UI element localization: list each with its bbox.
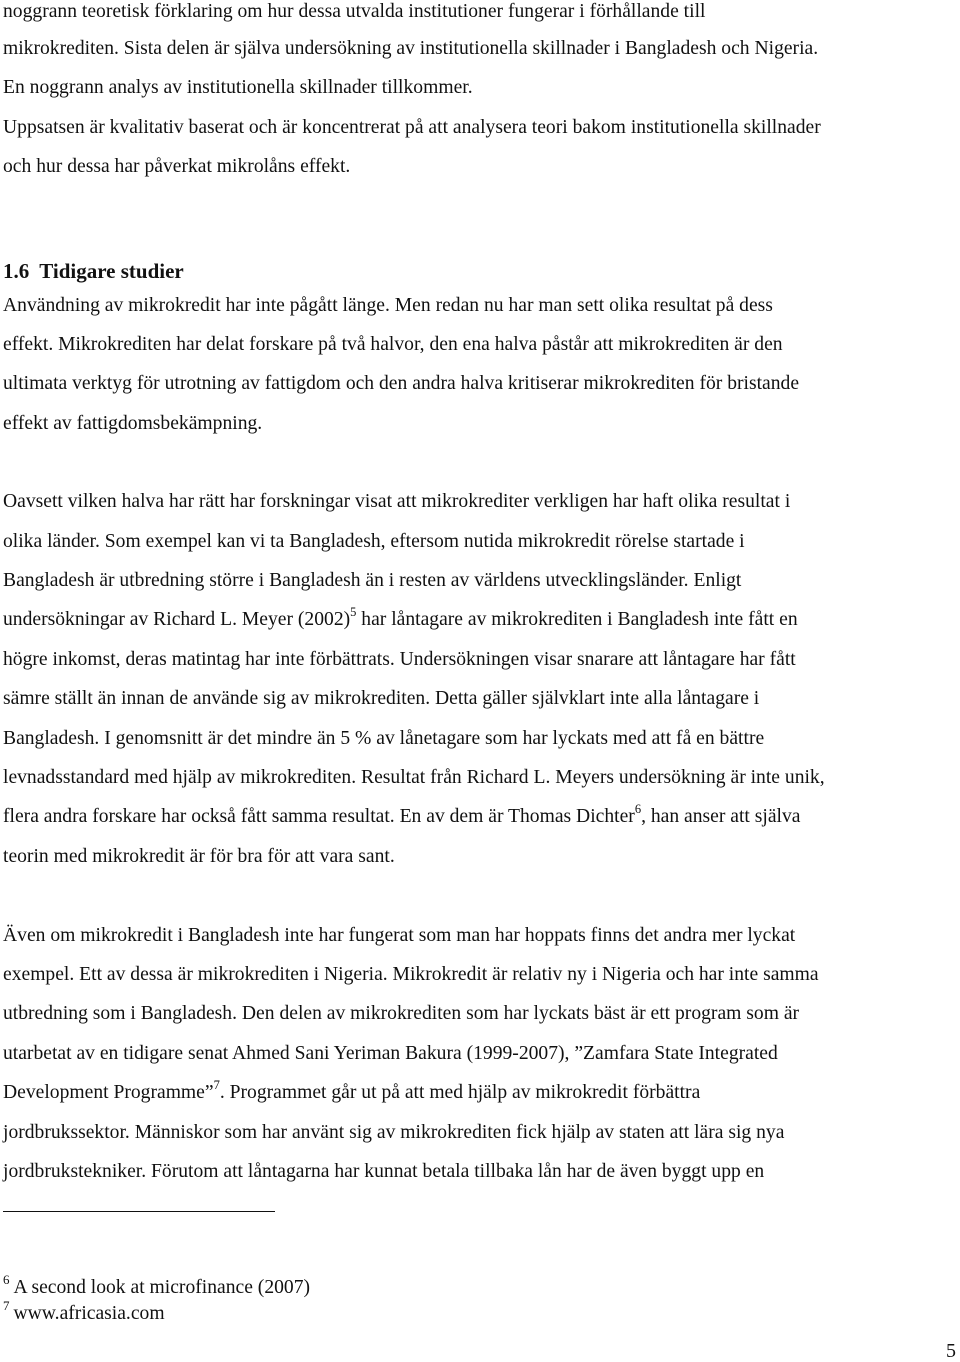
body-text-line: effekt av fattigdomsbekämpning. xyxy=(3,413,263,434)
section-number: 1.6 xyxy=(3,259,30,283)
text-fragment: flera andra forskare har också fått samma resultat. En av dem är Thomas Dichter xyxy=(3,806,635,827)
text-fragment: Development Programme” xyxy=(3,1082,214,1103)
footnote xyxy=(3,1298,165,1325)
body-text-line xyxy=(3,605,798,632)
body-text-line: noggrann teoretisk förklaring om hur dessa utvalda institutioner fungerar i förhållande till xyxy=(3,1,706,22)
footnote-ref[interactable]: 6 xyxy=(634,802,642,817)
body-text-line: effekt. Mikrokrediten har delat forskare på två halvor, den ena halva påstår att mikrokrediten är den xyxy=(3,334,783,355)
text-fragment: har låntagare av mikrokrediten i Bangladesh inte fått en xyxy=(356,609,798,630)
body-text-line: jordbrukstekniker. Förutom att låntagarna har kunnat betala tillbaka lån har de även byggt upp en xyxy=(3,1161,765,1182)
body-text-line: exempel. Ett av dessa är mikrokrediten i Nigeria. Mikrokredit är relativ ny i Nigeria och har inte samma xyxy=(3,964,819,985)
body-text-line: sämre ställt än innan de använde sig av mikrokrediten. Detta gäller självklart inte alla låntagare i xyxy=(3,688,760,709)
body-text-line: Uppsatsen är kvalitativ baserat och är koncentrerat på att analysera teori bakom institutionella skillnader xyxy=(3,117,821,138)
text-fragment: . Programmet går ut på att med hjälp av mikrokredit förbättra xyxy=(219,1082,701,1103)
footnote-number: 7 xyxy=(3,1298,10,1314)
body-text-line: utbredning som i Bangladesh. Den delen av mikrokrediten som har lyckats bäst är ett program som är xyxy=(3,1003,800,1024)
body-text-line xyxy=(3,802,801,829)
body-text-line: levnadsstandard med hjälp av mikrokrediten. Resultat från Richard L. Meyers undersökning är inte unik, xyxy=(3,767,825,788)
body-text-line: jordbrukssektor. Människor som har använt sig av mikrokrediten fick hjälp av staten att lära sig nya xyxy=(3,1122,785,1143)
body-text-line: olika länder. Som exempel kan vi ta Bangladesh, eftersom nutida mikrokredit rörelse startade i xyxy=(3,531,745,552)
footnote-separator xyxy=(3,1211,275,1212)
footnote-ref[interactable]: 7 xyxy=(213,1078,220,1093)
body-text-line: mikrokrediten. Sista delen är själva undersökning av institutionella skillnader i Bangladesh och Nigeria. xyxy=(3,38,819,59)
body-text-line: En noggrann analys av institutionella skillnader tillkommer. xyxy=(3,77,473,98)
text-fragment: , han anser att själva xyxy=(641,806,801,827)
body-text-line: utarbetat av en tidigare senat Ahmed Sani Yeriman Bakura (1999-2007), ”Zamfara State Integrated xyxy=(3,1043,778,1064)
body-text-line: Bangladesh. I genomsnitt är det mindre än 5 % av lånetagare som har lyckats med att få en bättre xyxy=(3,728,765,749)
footnote xyxy=(3,1272,311,1299)
footnote-text: A second look at microfinance (2007) xyxy=(13,1277,311,1298)
body-text-line: Oavsett vilken halva har rätt har forskningar visat att mikrokrediter verkligen har haft olika resultat i xyxy=(3,491,791,512)
page-number: 5 xyxy=(946,1340,956,1362)
footnote-ref[interactable]: 5 xyxy=(350,605,357,620)
body-text-line: Användning av mikrokredit har inte pågått länge. Men redan nu har man sett olika resultat på dess xyxy=(3,295,773,316)
footnote-link[interactable]: www.africasia.com xyxy=(13,1303,165,1324)
body-text-line xyxy=(3,1078,701,1105)
footnote-number: 6 xyxy=(3,1272,10,1288)
body-text-line: och hur dessa har påverkat mikrolåns effekt. xyxy=(3,156,351,177)
text-fragment: undersökningar av Richard L. Meyer (2002) xyxy=(3,609,351,630)
body-text-line: ultimata verktyg för utrotning av fattigdom och den andra halva kritiserar mikrokrediten för bristande xyxy=(3,373,800,394)
body-text-line: Även om mikrokredit i Bangladesh inte har fungerat som man har hoppats finns det andra mer lyckat xyxy=(3,925,796,946)
body-text-line: teorin med mikrokredit är för bra för att vara sant. xyxy=(3,846,395,867)
section-title: Tidigare studier xyxy=(39,259,184,283)
body-text-line: Bangladesh är utbredning större i Bangladesh än i resten av världens utvecklingsländer. Enligt xyxy=(3,570,742,591)
body-text-line: högre inkomst, deras matintag har inte förbättrats. Undersökningen visar snarare att låntagare har fått xyxy=(3,649,796,670)
section-heading xyxy=(3,257,184,285)
